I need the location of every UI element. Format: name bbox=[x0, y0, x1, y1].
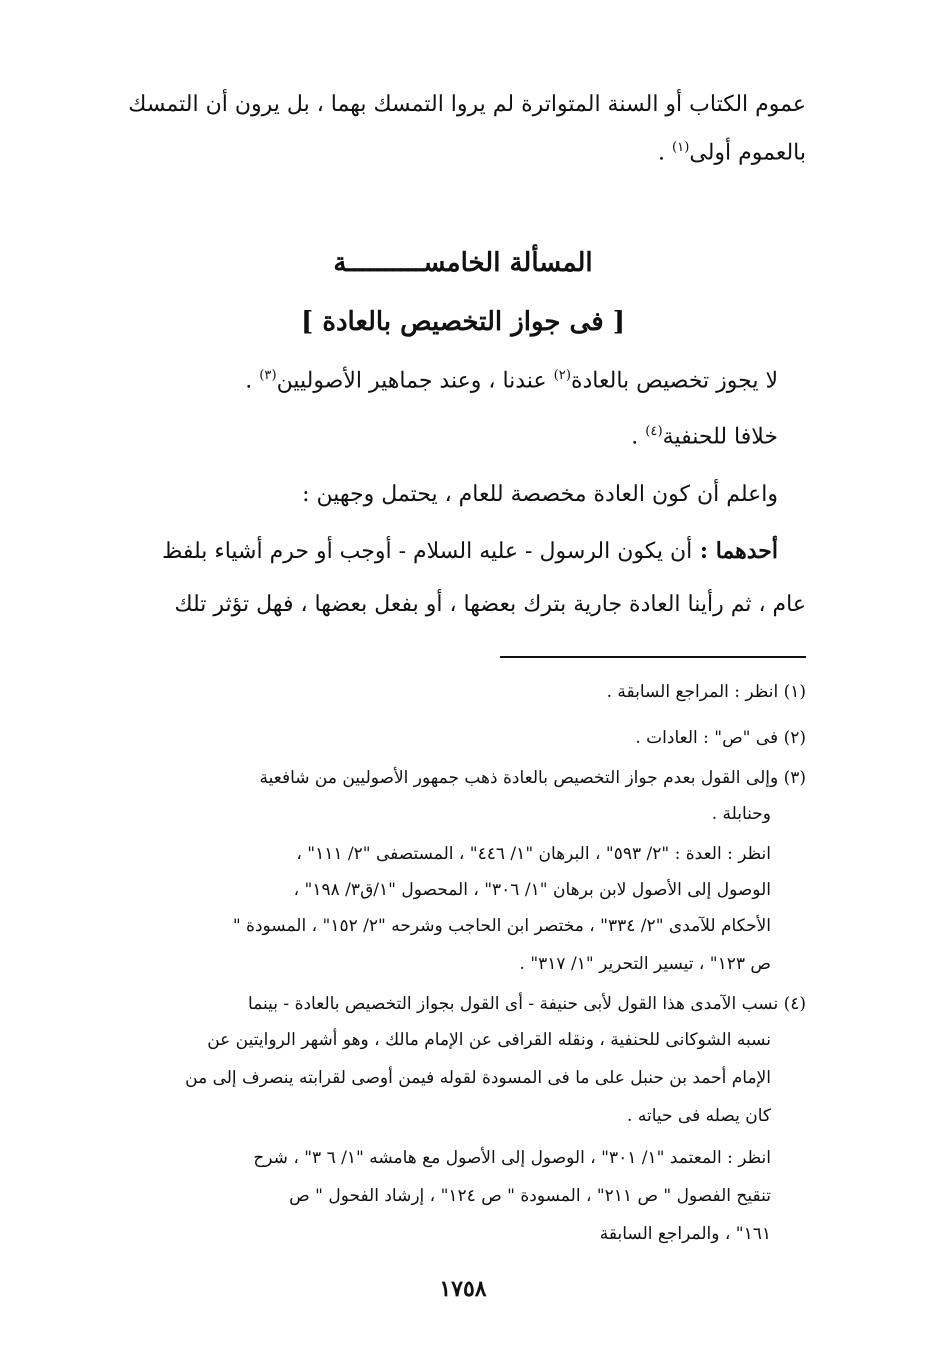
paragraph-5: عام ، ثم رأينا العادة جارية بترك بعضها ، أو بفعل بعضها ، فهل تؤثر تلك bbox=[174, 592, 806, 617]
footnote-2: (٢) فى "ص" : العادات . bbox=[635, 728, 806, 748]
paragraph-2-end: . bbox=[631, 424, 646, 450]
footnote-3-line-6: ص ١٢٣" ، تيسير التحرير "١/ ٣١٧" . bbox=[519, 954, 771, 974]
paragraph-1-a: لا يجوز تخصيص بالعادة bbox=[570, 368, 778, 394]
section-heading: المسألة الخامسـ‍ـــــــــة bbox=[333, 248, 593, 278]
paragraph-2 bbox=[631, 424, 778, 449]
paragraph-4-lead: أحدهما : bbox=[692, 538, 778, 564]
paragraph-1-b: عندنا ، وعند جماهير الأصوليين bbox=[276, 368, 554, 394]
footnote-ref-2[interactable]: (٢) bbox=[553, 368, 571, 383]
page-number: ١٧٥٨ bbox=[439, 1276, 487, 1302]
paragraph-4 bbox=[162, 538, 778, 564]
footnote-4-line-4: كان يصله فى حياته . bbox=[627, 1106, 771, 1126]
footnote-4-line-3: الإمام أحمد بن حنبل على ما فى المسودة لقوله فيمن أوصى لقرابته ينصرف إلى من bbox=[185, 1068, 771, 1088]
paragraph-2-text: خلافا للحنفية bbox=[662, 424, 778, 450]
footnote-ref-1[interactable]: (١) bbox=[671, 140, 690, 155]
paragraph-3: واعلم أن كون العادة مخصصة للعام ، يحتمل وجهين : bbox=[302, 482, 778, 507]
footnote-4-line-7: ١٦١" ، والمراجع السابقة bbox=[599, 1224, 771, 1244]
body-line-2 bbox=[658, 140, 806, 165]
footnote-4-line-6: تنقيح الفصول " ص ٢١١" ، المسودة " ص ١٢٤" ، إرشاد الفحول " ص bbox=[289, 1186, 771, 1206]
footnote-divider bbox=[500, 656, 806, 658]
footnote-ref-4[interactable]: (٤) bbox=[645, 424, 663, 439]
body-line-1: عموم الكتاب أو السنة المتواترة لم يروا التمسك بهما ، بل يرون أن التمسك bbox=[128, 92, 806, 117]
paragraph-4-rest: أن يكون الرسول - عليه السلام - أوجب أو حرم أشياء بلفظ bbox=[161, 539, 693, 564]
body-line-2-text: بالعموم أولى bbox=[689, 140, 806, 166]
paragraph-1-end: . bbox=[245, 368, 260, 394]
footnote-4-line-5: انظر : المعتمد "١/ ٣٠١" ، الوصول إلى الأصول مع هامشه "١/ ٦ ٣" ، شرح bbox=[253, 1148, 771, 1168]
footnote-3-line-3: انظر : العدة : "٢/ ٥٩٣" ، البرهان "١/ ٤٤٦" ، المستصفى "٢/ ١١١" ، bbox=[296, 844, 771, 864]
footnote-3-line-1: (٣) وإلى القول بعدم جواز التخصيص بالعادة ذهب جمهور الأصوليين من شافعية bbox=[259, 768, 806, 788]
paragraph-1 bbox=[245, 368, 778, 393]
section-subheading: [ فى جواز التخصيص بالعادة ] bbox=[300, 307, 625, 337]
footnote-4-line-1: (٤) نسب الآمدى هذا القول لأبى حنيفة - أى القول بجواز التخصيص بالعادة - بينما bbox=[248, 994, 806, 1014]
body-line-2-end: . bbox=[657, 140, 672, 166]
footnote-3-line-4: الوصول إلى الأصول لابن برهان "١/ ٣٠٦" ، المحصول "١/ق٣/ ١٩٨" ، bbox=[293, 880, 771, 900]
footnote-3-line-2: وحنابلة . bbox=[711, 804, 771, 824]
footnote-3-line-5: الأحكام للآمدى "٢/ ٣٣٤" ، مختصر ابن الحاجب وشرحه "٢/ ١٥٢" ، المسودة " bbox=[232, 916, 771, 936]
footnote-4-line-2: نسبه الشوكانى للحنفية ، ونقله القرافى عن الإمام مالك ، وهو أشهر الروايتين عن bbox=[207, 1030, 771, 1050]
footnote-ref-3[interactable]: (٣) bbox=[259, 368, 277, 383]
footnote-1: (١) انظر : المراجع السابقة . bbox=[606, 682, 806, 702]
